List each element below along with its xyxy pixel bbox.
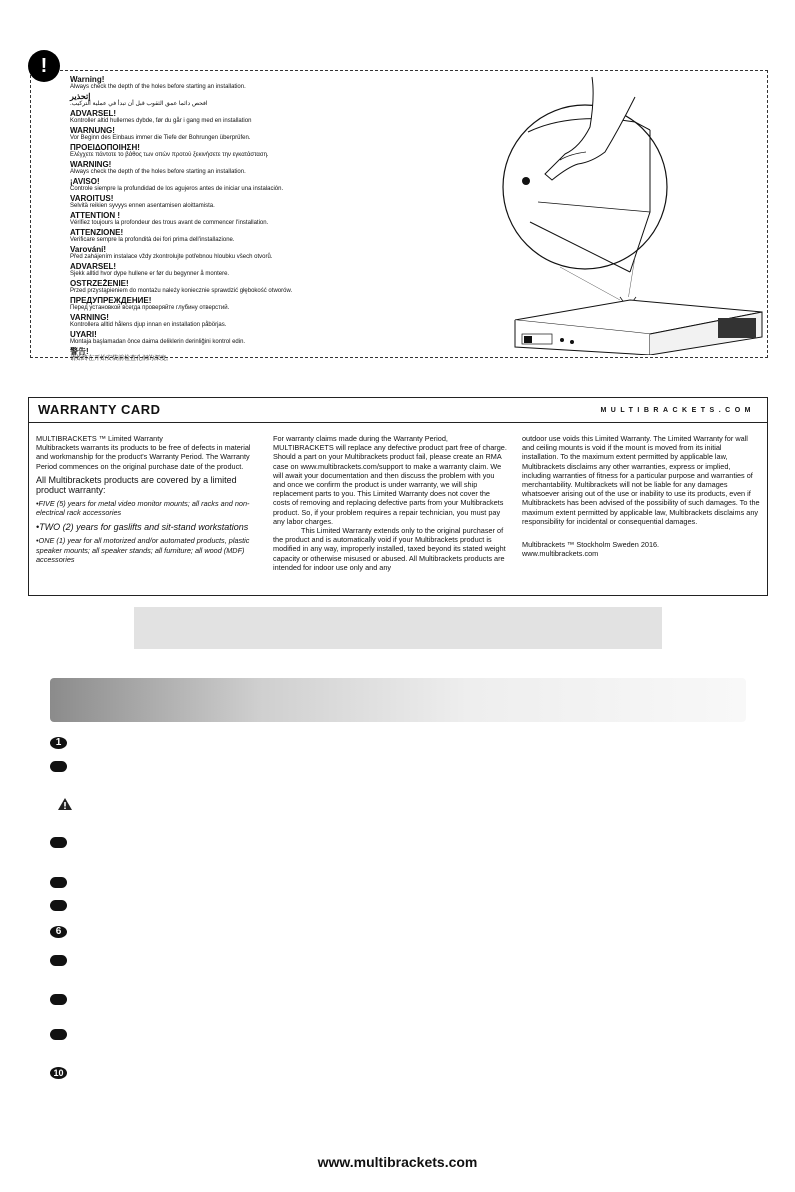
step-marker bbox=[50, 837, 67, 848]
warranty-item-one-year: •ONE (1) year for all motorized and/or automated products, plastic speaker mounts; all speaker stands; all furniture; all wood (MDF) accessories bbox=[36, 536, 250, 564]
caution-triangle-icon bbox=[57, 797, 73, 811]
warning-title: ATTENTION ! bbox=[70, 211, 121, 220]
warranty-card-header bbox=[29, 398, 767, 423]
warning-title: 警告! bbox=[70, 347, 89, 356]
warning-title: إتحذير bbox=[70, 92, 91, 101]
warning-title: ΠΡΟΕΙΔΟΠΟΙΗΣΗ! bbox=[70, 143, 140, 152]
footer-url: www.multibrackets.com bbox=[317, 1154, 478, 1170]
warning-text: Always check the depth of the holes before starting an installation. bbox=[70, 84, 246, 91]
warning-text: Vérifiez toujours la profondeur des trous avant de commencer l'installation. bbox=[70, 220, 269, 227]
warning-text: Kontrollera alltid hålens djup innan en installation påbörjas. bbox=[70, 322, 227, 329]
step-marker bbox=[50, 1029, 67, 1040]
warning-text: Always check the depth of the holes before starting an installation. bbox=[70, 169, 246, 176]
gray-bar bbox=[134, 607, 662, 649]
warning-title: WARNING! bbox=[70, 160, 112, 169]
step-marker bbox=[50, 955, 67, 966]
warranty-column-3 bbox=[522, 434, 760, 558]
warning-title: ADVARSEL! bbox=[70, 109, 117, 118]
warning-text: Vor Beginn des Einbaus immer die Tiefe der Bohrungen überprüfen. bbox=[70, 135, 251, 142]
warning-list bbox=[70, 75, 500, 364]
warranty-column-2 bbox=[273, 434, 507, 572]
step-marker: 10 bbox=[50, 1067, 67, 1079]
warning-title: VAROITUS! bbox=[70, 194, 114, 203]
warning-text: Verificare sempre la profondità dei fori prima dell'installazione. bbox=[70, 237, 235, 244]
warranty-signature: Multibrackets ™ Stockholm Sweden 2016. bbox=[522, 540, 660, 550]
warranty-claims-text: For warranty claims made during the Warranty Period, MULTIBRACKETS will replace any defective product part free of charge. Should a part on your Multibrackets product fail, please create an RMA case on www.multibrackets.com/support to make a warranty claim. We will await your documentation and then discuss the problem with you and once we confirm the product is under warranty, we will ship replacement parts to you. This Limited Warranty does not cover the costs of removing and replacing defective parts from your Multibrackets product. So, if your problem requires a repair technician, you must pay any labor charges. bbox=[273, 434, 507, 526]
warranty-item-five-years: •FIVE (5) years for metal video monitor mounts; all racks and non-electrical rack accessories bbox=[36, 498, 250, 518]
step-marker: 1 bbox=[50, 737, 67, 749]
step-marker bbox=[50, 994, 67, 1005]
warning-title: UYARI! bbox=[70, 330, 97, 339]
warranty-column-1 bbox=[36, 434, 258, 564]
warning-title: Warning! bbox=[70, 75, 105, 84]
warranty-url: www.multibrackets.com bbox=[522, 549, 599, 559]
warranty-covered: All Multibrackets products are covered by a limited product warranty: bbox=[36, 474, 237, 495]
section-header-bar bbox=[50, 678, 746, 722]
warning-title: Varování! bbox=[70, 245, 107, 254]
warning-title: ¡AVISO! bbox=[70, 177, 100, 186]
step-marker bbox=[50, 900, 67, 911]
warranty-disclaimer-text: outdoor use voids this Limited Warranty. The Limited Warranty for wall and ceiling mounts is void if the mount is moved from its initial installation. To the maximum extent permitted by applicable law, Multibrackets disclaims any other warranties, express or implied, including warranties of fitness for a particular purpose and warranties of merchantability. Multibrackets will not be liable for any damages whatsoever arising out of the use or inability to use its products, even if Multibrackets has been advised of the possibility of such damages. To the maximum extent permitted by applicable law, Multibrackets disclaims any responsibility for incidental or consequential damages. bbox=[522, 434, 760, 526]
warranty-card-title: WARRANTY CARD bbox=[38, 402, 161, 417]
warranty-item-two-years: •TWO (2) years for gaslifts and sit-stand workstations bbox=[36, 522, 249, 533]
warranty-intro: Multibrackets warrants its products to be free of defects in material and workmanship for the product's Warranty Period. The Warranty Period commences on the original purchase date of the product. bbox=[36, 443, 251, 471]
warning-text: Selvitä reikien syvyys ennen asentamisen aloittamista. bbox=[70, 203, 215, 210]
step-marker bbox=[50, 761, 67, 772]
warning-text: Před zahájením instalace vždy zkontrolujte potřebnou hloubku všech otvorů. bbox=[70, 254, 273, 261]
warning-title: ADVARSEL! bbox=[70, 262, 117, 271]
step-marker: 6 bbox=[50, 926, 67, 938]
warning-text: Sjekk alltid hvor dype hullene er før du begynner å montere. bbox=[70, 271, 230, 278]
warning-text: Controle siempre la profundidad de los agujeros antes de iniciar una instalación. bbox=[70, 186, 284, 193]
warning-text: Kontroller altid hullernes dybde, før du går i gang med en installation bbox=[70, 118, 252, 125]
warning-text: Przed przystąpieniem do montażu należy koniecznie sprawdzić głębokość otworów. bbox=[70, 288, 293, 295]
warning-title: ПРЕДУПРЕЖДЕНИЕ! bbox=[70, 296, 152, 305]
warning-text: Montaja başlamadan önce daima deliklerin derinliğini kontrol edin. bbox=[70, 339, 246, 346]
warranty-card-site: MULTIBRACKETS.COM bbox=[600, 407, 755, 414]
warning-text: 请始终在开始安装前检查孔洞的深度。 bbox=[70, 356, 173, 363]
warning-title: OSTRZEŻENIE! bbox=[70, 279, 129, 288]
warning-title: WARNUNG! bbox=[70, 126, 115, 135]
warranty-purchaser-text: This Limited Warranty extends only to the original purchaser of the product and is automatically void if your Multibrackets product is modified in any way, improperly installed, taxed beyond its stated weight capacity or otherwise misused or abused. All Multibrackets products are intended for indoor use only and any bbox=[273, 526, 506, 572]
warning-text: افحص دائما عمق الثقوب قبل أن تبدأ في عملية التركيب. bbox=[70, 101, 208, 108]
warning-title: VARNING! bbox=[70, 313, 109, 322]
wall-plate-illustration-icon bbox=[500, 72, 765, 355]
warning-text: Ελέγχετε πάντοτε το βάθος των οπών προτού ξεκινήσετε την εγκατάσταση. bbox=[70, 152, 269, 159]
step-marker bbox=[50, 877, 67, 888]
warranty-heading: MULTIBRACKETS ™ Limited Warranty bbox=[36, 434, 163, 443]
warning-title: ATTENZIONE! bbox=[70, 228, 124, 237]
exclamation-icon: ! bbox=[28, 50, 60, 82]
warning-text: Перед установкой всегда проверяйте глубину отверстий. bbox=[70, 305, 230, 312]
warranty-card bbox=[28, 397, 768, 596]
